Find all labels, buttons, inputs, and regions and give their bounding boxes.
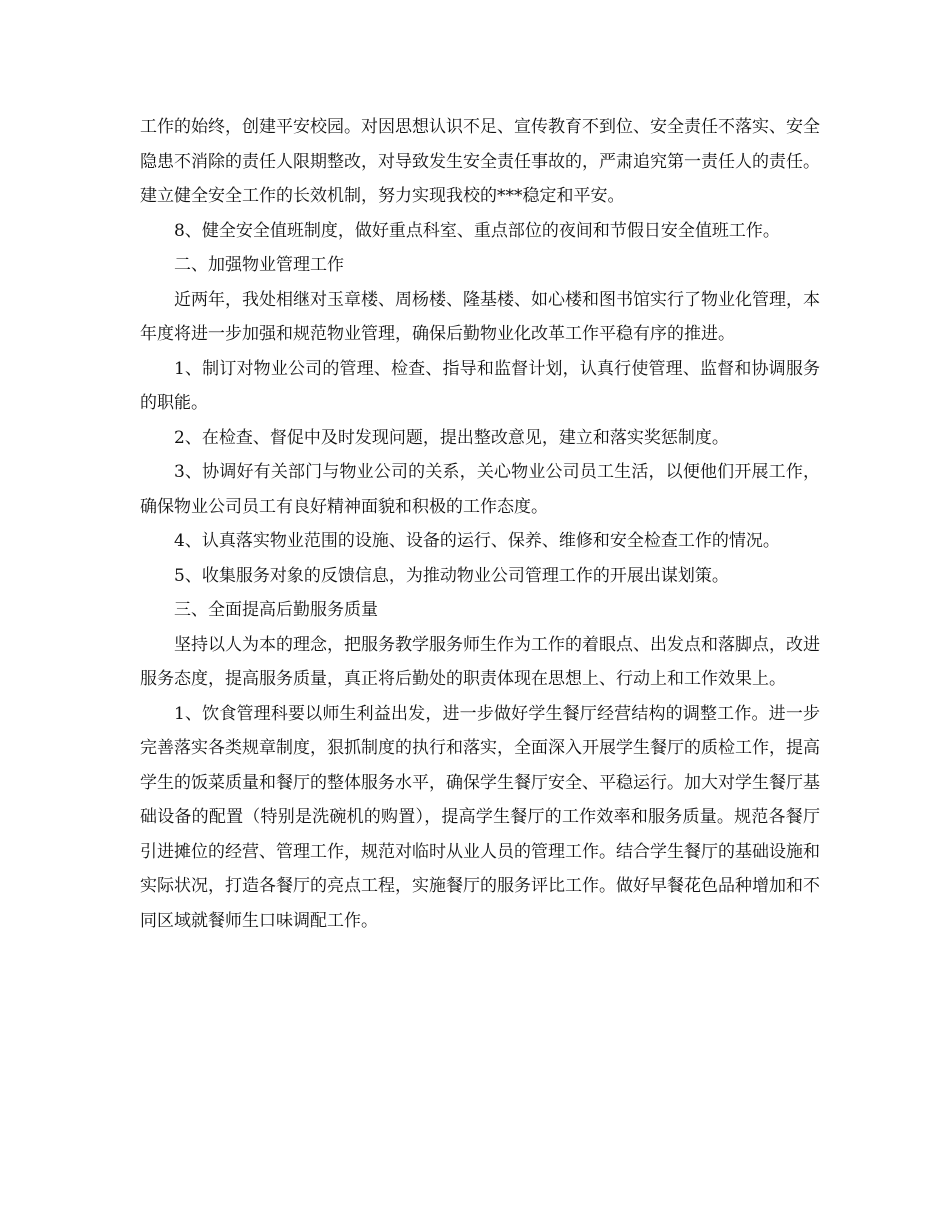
- paragraph: 1、饮食管理科要以师生利益出发，进一步做好学生餐厅经营结构的调整工作。进一步完善落实各类规章制度，狠抓制度的执行和落实，全面深入开展学生餐厅的质检工作，提高学生的饭菜质量和餐厅的整体服务水平，确保学生餐厅安全、平稳运行。加大对学生餐厅基础设备的配置（特别是洗碗机的购置），提高学生餐厅的工作效率和服务质量。规范各餐厅引进摊位的经营、管理工作，规范对临时从业人员的管理工作。结合学生餐厅的基础设施和实际状况，打造各餐厅的亮点工程，实施餐厅的服务评比工作。做好早餐花色品种增加和不同区域就餐师生口味调配工作。: [140, 703, 820, 931]
- paragraph: 坚持以人为本的理念，把服务教学服务师生作为工作的着眼点、出发点和落脚点，改进服务态度，提高服务质量，真正将后勤处的职责体现在思想上、行动上和工作效果上。: [140, 634, 820, 689]
- paragraph: 工作的始终，创建平安校园。对因思想认识不足、宣传教育不到位、安全责任不落实、安全隐患不消除的责任人限期整改，对导致发生安全责任事故的，严肃追究第一责任人的责任。建立健全安全工作的长效机制，努力实现我校的***稳定和平安。: [140, 117, 820, 206]
- section-heading: 二、加强物业管理工作: [174, 255, 344, 275]
- paragraph: 1、制订对物业公司的管理、检查、指导和监督计划，认真行使管理、监督和协调服务的职能。: [140, 358, 820, 413]
- paragraph: 3、协调好有关部门与物业公司的关系，关心物业公司员工生活，以便他们开展工作，确保物业公司员工有良好精神面貌和积极的工作态度。: [140, 462, 820, 517]
- paragraph: 8、健全安全值班制度，做好重点科室、重点部位的夜间和节假日安全值班工作。: [174, 220, 780, 241]
- paragraph: 2、在检查、督促中及时发现问题，提出整改意见，建立和落实奖惩制度。: [174, 427, 729, 448]
- paragraph: 4、认真落实物业范围的设施、设备的运行、保养、维修和安全检查工作的情况。: [174, 531, 780, 551]
- section-heading: 三、全面提高后勤服务质量: [174, 600, 378, 620]
- paragraph: 近两年，我处相继对玉章楼、周杨楼、隆基楼、如心楼和图书馆实行了物业化管理，本年度将进一步加强和规范物业管理，确保后勤物业化改革工作平稳有序的推进。: [140, 289, 820, 344]
- paragraph: 5、收集服务对象的反馈信息，为推动物业公司管理工作的开展出谋划策。: [174, 565, 729, 586]
- document-body: [140, 110, 820, 938]
